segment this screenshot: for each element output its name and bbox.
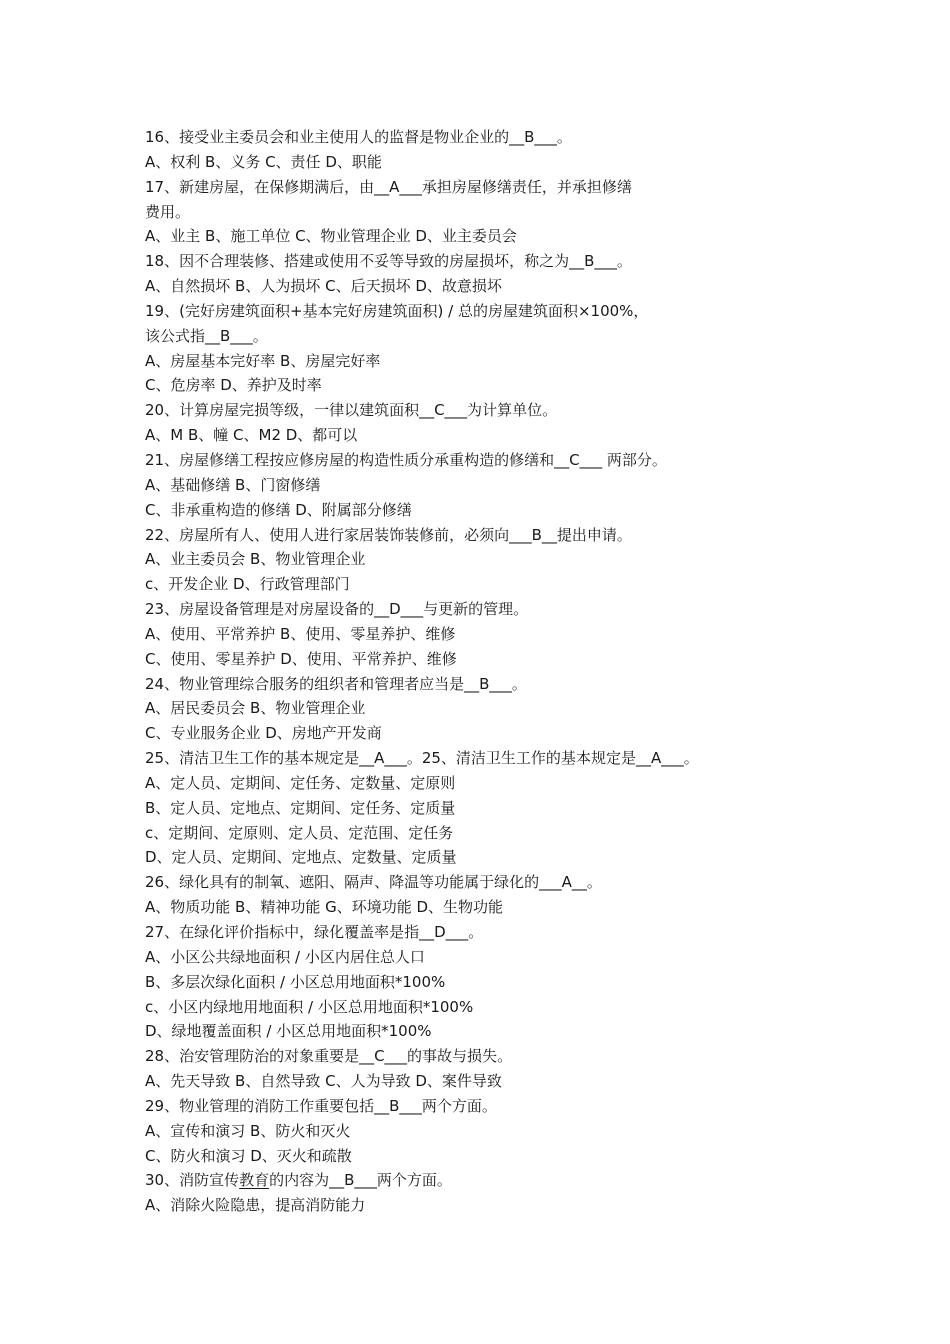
q20-text: 20、计算房屋完损等级，一律以建筑面积__C___为计算单位。 [145,401,558,420]
q30-option-a: A、消除火险隐患，提高消防能力 [145,1196,366,1215]
q30-prefix: 30、消防宣传 [145,1171,240,1190]
q16-text: 16、接受业主委员会和业主使用人的监督是物业企业的__B___。 [145,128,572,146]
q21-options-cd: C、非承重构造的修缮 D、附属部分修缮 [145,500,412,519]
q17-text: 17、新建房屋，在保修期满后，由__A___承担房屋修缮责任，并承担修缮 [145,177,632,196]
q16-options: A、权利 B、义务 C、责任 D、职能 [145,152,382,171]
q30-suffix: 的内容为__B___两个方面。 [269,1171,452,1190]
q17-options: A、业主 B、施工单位 C、物业管理企业 D、业主委员会 [145,227,517,246]
q22-options-ab: A、业主委员会 B、物业管理企业 [145,550,366,569]
q21-text: 21、房屋修缮工程按应修房屋的构造性质分承重构造的修缮和__C___ 两部分。 [145,450,667,469]
q25-option-d: D、定人员、定期间、定地点、定数量、定质量 [145,848,457,867]
q27-option-a: A、小区公共绿地面积 / 小区内居住总人口 [145,947,425,966]
q27-option-c: c、小区内绿地用地面积 / 小区总用地面积*100% [145,997,474,1016]
q20-options: A、M B、幢 C、M2 D、都可以 [145,426,358,445]
q30-underlined-word: 教育 [239,1171,270,1190]
q27-option-d: D、绿地覆盖面积 / 小区总用地面积*100% [145,1022,432,1041]
q17-text-cont: 费用。 [145,202,191,221]
q30-text [145,1168,925,1193]
q25-option-c: c、定期间、定原则、定人员、定范围、定任务 [145,823,454,842]
q19-options-ab: A、房屋基本完好率 B、房屋完好率 [145,351,381,370]
q24-options-cd: C、专业服务企业 D、房地产开发商 [145,724,382,743]
q27-option-b: B、多层次绿化面积 / 小区总用地面积*100% [145,972,446,991]
q29-options-cd: C、防火和演习 D、灭火和疏散 [145,1146,352,1165]
q19-text-cont: 该公式指__B___。 [145,326,268,345]
q25-option-a: A、定人员、定期间、定任务、定数量、定原则 [145,773,456,792]
q27-text: 27、在绿化评价指标中，绿化覆盖率是指__D___。 [145,923,484,941]
q28-options: A、先天导致 B、自然导致 C、人为导致 D、案件导致 [145,1072,502,1091]
q22-options-cd: c、开发企业 D、行政管理部门 [145,575,350,594]
q26-options: A、物质功能 B、精神功能 G、环境功能 D、生物功能 [145,898,504,917]
q18-options: A、自然损坏 B、人为损坏 C、后天损坏 D、故意损坏 [145,277,502,296]
q24-text: 24、物业管理综合服务的组织者和管理者应当是__B___。 [145,674,527,693]
q28-text: 28、治安管理防治的对象重要是__C___的事故与损失。 [145,1047,513,1066]
q19-options-cd: C、危房率 D、养护及时率 [145,376,322,395]
q23-options-cd: C、使用、零星养护 D、使用、平常养护、维修 [145,649,457,668]
q26-text: 26、绿化具有的制氧、遮阳、隔声、降温等功能属于绿化的___A__。 [145,873,602,892]
q24-options-ab: A、居民委员会 B、物业管理企业 [145,699,366,718]
q29-text: 29、物业管理的消防工作重要包括__B___两个方面。 [145,1096,497,1115]
q25-option-b: B、定人员、定地点、定期间、定任务、定质量 [145,798,456,817]
q21-options-ab: A、基础修缮 B、门窗修缮 [145,475,321,494]
q25-text: 25、清洁卫生工作的基本规定是__A___。25、清洁卫生工作的基本规定是__A___。 [145,749,699,768]
q18-text: 18、因不合理装修、搭建或使用不妥等导致的房屋损坏，称之为__B___。 [145,252,632,271]
q23-options-ab: A、使用、平常养护 B、使用、零星养护、维修 [145,624,456,643]
q22-text: 22、房屋所有人、使用人进行家居装饰装修前，必须向___B__提出申请。 [145,525,632,544]
q19-text: 19、(完好房建筑面积+基本完好房建筑面积) / 总的房屋建筑面积×100%， [145,301,649,320]
q29-options-ab: A、宣传和演习 B、防火和灭火 [145,1121,351,1140]
q23-text: 23、房屋设备管理是对房屋设备的__D___与更新的管理。 [145,600,529,619]
exam-questions [145,125,925,1218]
